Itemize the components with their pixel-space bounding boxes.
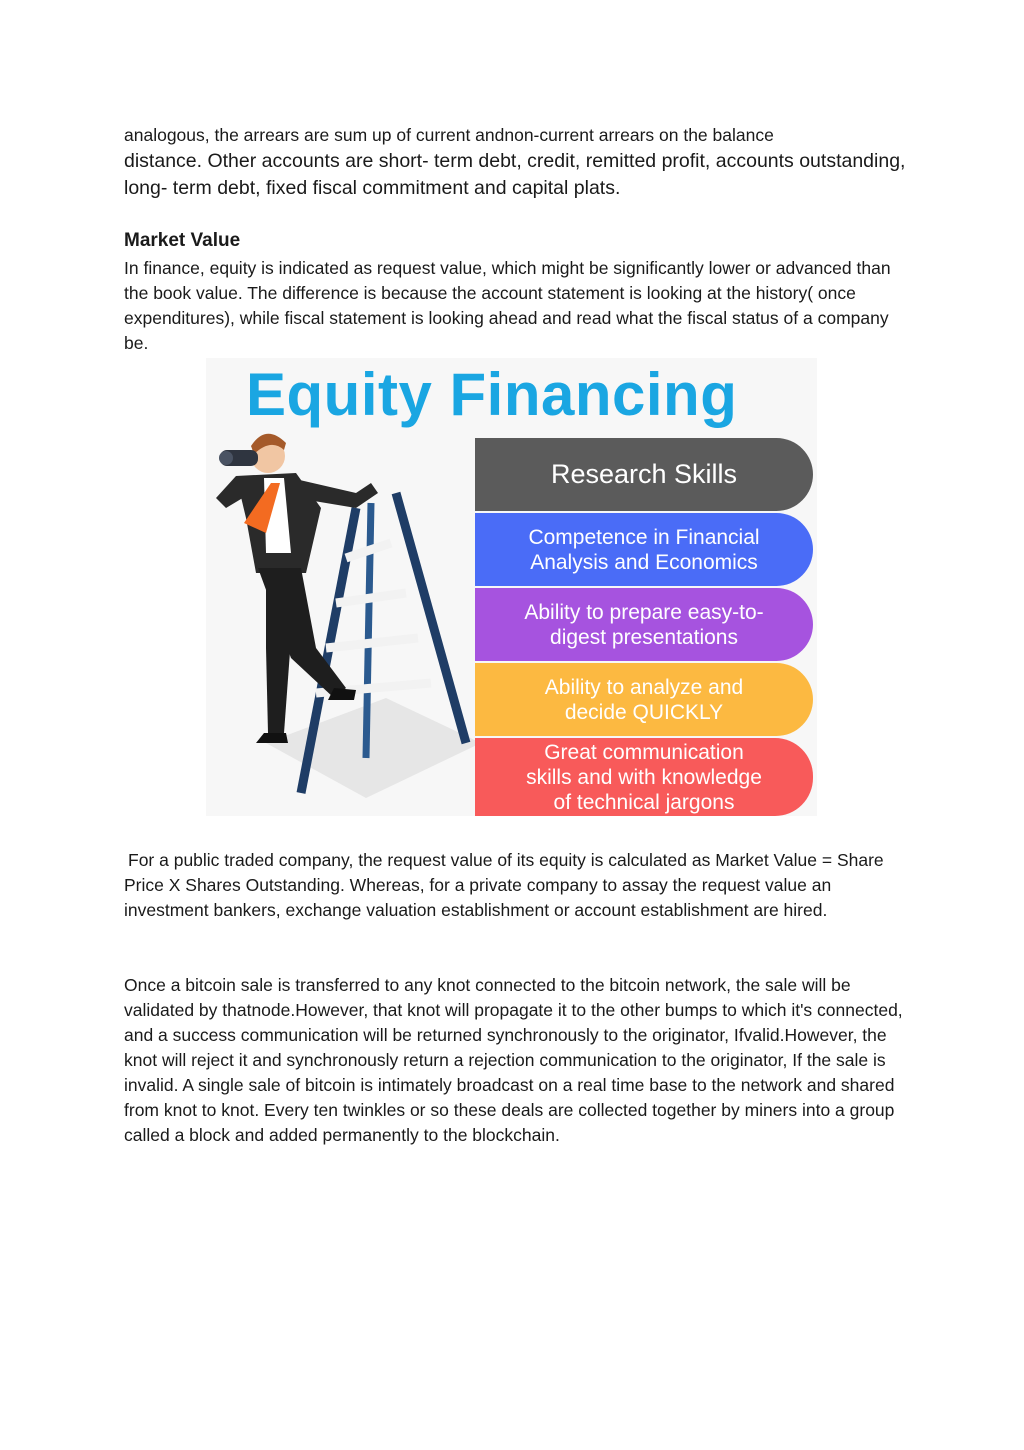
- skill-pill-3: [475, 588, 813, 661]
- skill-pill-4-label: Ability to analyze and decide QUICKLY: [544, 675, 744, 724]
- intro-line-1: analogous, the arrears are sum up of current andnon-current arrears on the balance: [124, 125, 774, 145]
- skill-pill-1: [475, 438, 813, 511]
- skill-pill-2-label: Competence in Financial Analysis and Economics: [528, 525, 760, 574]
- businessman-on-ladder-illustration: [206, 398, 496, 816]
- skill-pill-5-label: Great communication skills and with knowledge of technical jargons: [526, 740, 762, 814]
- skill-pill-5: [475, 738, 813, 816]
- public-company-paragraph: [124, 848, 914, 923]
- equity-financing-infographic: [206, 358, 817, 816]
- skill-pill-2: [475, 513, 813, 586]
- skill-pill-4: [475, 663, 813, 736]
- section-heading-market-value: Market Value: [124, 230, 241, 251]
- public-company-text: For a public traded company, the request value of its equity is calculated as Market Value = Share Price X Shares Outstanding. Whereas, for a private company to assay the request value an investment bankers, exchange valuation establishment or account establishment are hired.: [124, 850, 884, 920]
- skill-pill-1-label: Research Skills: [550, 459, 738, 489]
- skill-pill-3-label: Ability to prepare easy-to- digest presentations: [524, 600, 764, 649]
- intro-line-2: distance. Other accounts are short- term debt, credit, remitted profit, accounts outstanding, long- term debt, fixed fiscal commitment and capital plats.: [124, 150, 906, 199]
- infographic-title: Equity Financing: [246, 361, 738, 428]
- market-value-paragraph: In finance, equity is indicated as request value, which might be significantly lower or advanced than the book value. The difference is because the account statement is looking at the history( once expenditures), while fiscal statement is looking ahead and read what the fiscal status of a company be.: [124, 258, 891, 353]
- bitcoin-paragraph: Once a bitcoin sale is transferred to any knot connected to the bitcoin network, the sale will be validated by thatnode.However, that knot will propagate it to the other bumps to which it's connected, and a success communication will be returned synchronously to the originator, Ifvalid.However, the knot will reject it and synchronously return a rejection communication to the originator, If the sale is invalid. A single sale of bitcoin is intimately broadcast on a real time base to the network and shared from knot to knot. Every ten twinkles or so these deals are collected together by miners into a group called a block and added permanently to the blockchain.: [124, 975, 903, 1145]
